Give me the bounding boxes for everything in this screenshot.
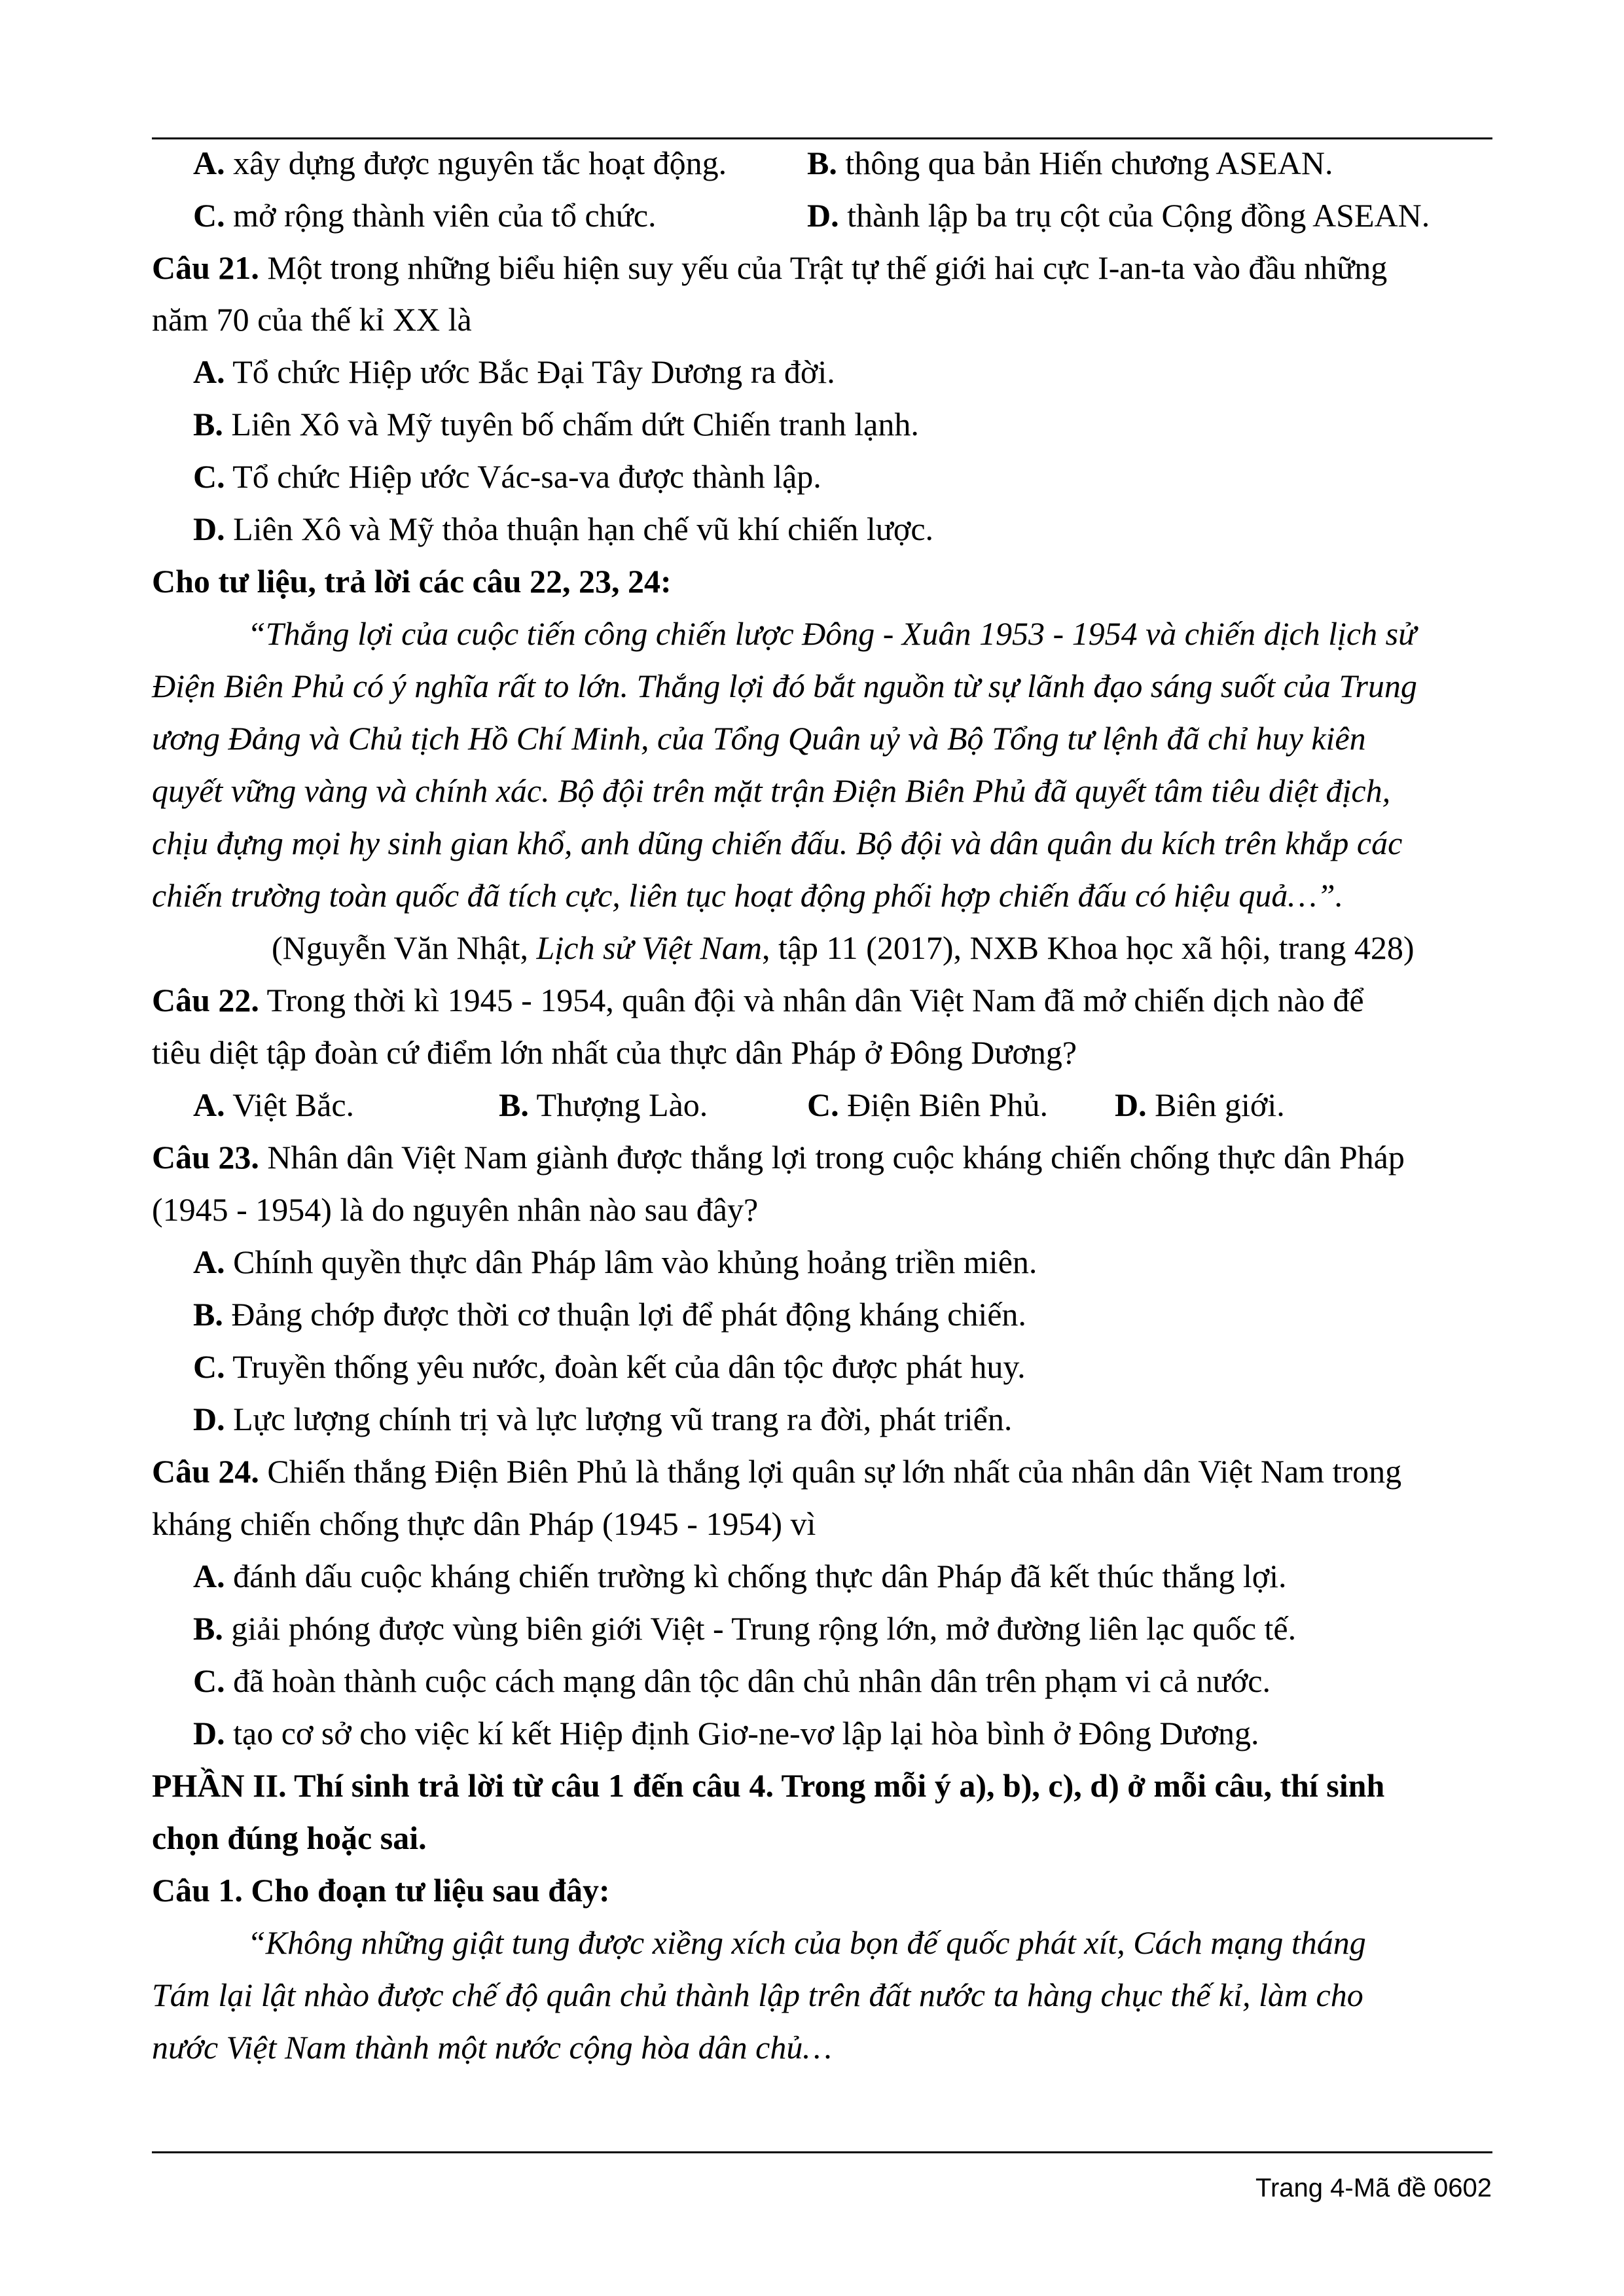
option-text: Thượng Lào. — [528, 1086, 708, 1123]
citation-title: Lịch sử Việt Nam — [536, 929, 762, 966]
footer-rule — [152, 2151, 1492, 2153]
q24-option-c — [193, 1660, 1271, 1701]
quote1-line-2: Điện Biên Phủ có ý nghĩa rất to lớn. Thắng lợi đó bắt nguồn từ sự lãnh đạo sáng suốt của Trung — [152, 668, 1417, 704]
option-text: Biên giới. — [1146, 1086, 1285, 1123]
source-intro-text: Cho tư liệu, trả lời các câu 22, 23, 24: — [152, 563, 672, 600]
question-text: Nhân dân Việt Nam giành được thắng lợi trong cuộc kháng chiến chống thực dân Pháp — [259, 1139, 1405, 1175]
option-key: D. — [807, 197, 839, 234]
option-key: D. — [1115, 1086, 1147, 1123]
option-key: A. — [193, 1244, 225, 1280]
question-text: năm 70 của thế kỉ XX là — [152, 301, 472, 338]
option-text: xây dựng được nguyên tắc hoạt động. — [225, 145, 727, 181]
part2-heading-text: chọn đúng hoặc sai. — [152, 1820, 427, 1856]
option-key: B. — [193, 406, 223, 442]
quote2-line-2: Tám lại lật nhào được chế độ quân chủ thành lập trên đất nước ta hàng chục thế kỉ, làm cho — [152, 1977, 1363, 2013]
q21-option-d — [193, 509, 933, 549]
option-text: tạo cơ sở cho việc kí kết Hiệp định Giơ-ne-vơ lập lại hòa bình ở Đông Dương. — [225, 1715, 1259, 1751]
q22-stem-line-2 — [152, 1032, 1077, 1073]
option-key: C. — [193, 1662, 225, 1699]
q23-option-d — [193, 1399, 1012, 1439]
option-text: Liên Xô và Mỹ thỏa thuận hạn chế vũ khí chiến lược. — [225, 511, 934, 547]
question-text: kháng chiến chống thực dân Pháp (1945 - 1954) vì — [152, 1505, 816, 1542]
citation-details: , tập 11 (2017), NXB Khoa học xã hội, trang 428) — [761, 929, 1415, 966]
quote1-line-4: quyết vững vàng và chính xác. Bộ đội trên mặt trận Điện Biên Phủ đã quyết tâm tiêu diệt địch, — [152, 772, 1391, 809]
option-key: A. — [193, 1558, 225, 1594]
part2-heading-line-2 — [152, 1818, 427, 1858]
citation — [272, 927, 1415, 968]
q21-stem-line-1 — [152, 247, 1387, 288]
quote2-line-3: nước Việt Nam thành một nước cộng hòa dân chủ… — [152, 2029, 832, 2066]
option-text: Truyền thống yêu nước, đoàn kết của dân tộc được phát huy. — [225, 1348, 1026, 1385]
page-footer: Trang 4-Mã đề 0602 — [1255, 2174, 1492, 2202]
option-text: thông qua bản Hiến chương ASEAN. — [837, 145, 1333, 181]
q22-stem-line-1 — [152, 980, 1364, 1020]
part2-heading-text: PHẦN II. Thí sinh trả lời từ câu 1 đến câu 4. Trong mỗi ý a), b), c), d) ở mỗi câu, thí sinh — [152, 1767, 1385, 1804]
q23-stem-line-1 — [152, 1137, 1405, 1177]
question-label: Câu 1. Cho đoạn tư liệu sau đây: — [152, 1872, 610, 1909]
option-key: D. — [193, 1715, 225, 1751]
source-intro — [152, 561, 672, 601]
q23-stem-line-2 — [152, 1189, 758, 1230]
option-text: Việt Bắc. — [225, 1086, 355, 1123]
option-text: Điện Biên Phủ. — [839, 1086, 1049, 1123]
q21-option-c — [193, 456, 821, 497]
option-key: D. — [193, 511, 225, 547]
option-text: Tổ chức Hiệp ước Bắc Đại Tây Dương ra đời. — [225, 353, 835, 390]
option-text: Đảng chớp được thời cơ thuận lợi để phát động kháng chiến. — [223, 1296, 1026, 1333]
q24-option-a — [193, 1556, 1287, 1596]
q24-option-b — [193, 1608, 1296, 1649]
option-text: Tổ chức Hiệp ước Vác-sa-va được thành lập. — [225, 458, 821, 495]
quote1-line-3: ương Đảng và Chủ tịch Hồ Chí Minh, của Tổng Quân uỷ và Bộ Tổng tư lệnh đã chỉ huy kiên — [152, 720, 1366, 757]
option-text: mở rộng thành viên của tổ chức. — [225, 197, 657, 234]
option-key: C. — [193, 197, 225, 234]
option-key: A. — [193, 353, 225, 390]
question-label: Câu 23. — [152, 1139, 259, 1175]
option-text: Liên Xô và Mỹ tuyên bố chấm dứt Chiến tranh lạnh. — [223, 406, 919, 442]
q24-stem-line-2 — [152, 1503, 816, 1544]
question-text: Trong thời kì 1945 - 1954, quân đội và nhân dân Việt Nam đã mở chiến dịch nào để — [259, 982, 1364, 1018]
question-text: Chiến thắng Điện Biên Phủ là thắng lợi quân sự lớn nhất của nhân dân Việt Nam trong — [259, 1453, 1402, 1490]
q24-option-d — [193, 1713, 1259, 1753]
q21-option-a — [193, 351, 835, 392]
option-text: thành lập ba trụ cột của Cộng đồng ASEAN. — [839, 197, 1430, 234]
q23-option-b — [193, 1294, 1026, 1335]
option-key: B. — [807, 145, 837, 181]
header-rule — [152, 137, 1492, 139]
citation-author: (Nguyễn Văn Nhật, — [272, 929, 537, 966]
part2-heading-line-1 — [152, 1765, 1384, 1806]
q21-option-b — [193, 404, 919, 444]
q20-options-row-1 — [193, 143, 1333, 183]
question-label: Câu 22. — [152, 982, 259, 1018]
option-text: giải phóng được vùng biên giới Việt - Trung rộng lớn, mở đường liên lạc quốc tế. — [223, 1610, 1297, 1647]
question-text: (1945 - 1954) là do nguyên nhân nào sau đây? — [152, 1191, 759, 1228]
option-key: C. — [807, 1086, 839, 1123]
q23-option-a — [193, 1242, 1037, 1282]
q23-option-c — [193, 1346, 1026, 1387]
option-key: C. — [193, 1348, 225, 1385]
option-key: A. — [193, 145, 225, 181]
quote2-line-1: “Không những giật tung được xiềng xích của bọn đế quốc phát xít, Cách mạng tháng — [247, 1924, 1366, 1961]
option-key: A. — [193, 1086, 225, 1123]
option-key: B. — [193, 1610, 223, 1647]
option-text: đã hoàn thành cuộc cách mạng dân tộc dân chủ nhân dân trên phạm vi cả nước. — [225, 1662, 1271, 1699]
option-key: C. — [193, 458, 225, 495]
q24-stem-line-1 — [152, 1451, 1401, 1492]
option-text: Chính quyền thực dân Pháp lâm vào khủng hoảng triền miên. — [225, 1244, 1038, 1280]
option-key: B. — [193, 1296, 223, 1333]
quote1-line-1: “Thắng lợi của cuộc tiến công chiến lược Đông - Xuân 1953 - 1954 và chiến dịch lịch sử — [247, 615, 1416, 652]
question-label: Câu 24. — [152, 1453, 259, 1490]
quote1-line-6: chiến trường toàn quốc đã tích cực, liên tục hoạt động phối hợp chiến đấu có hiệu quả…”. — [152, 877, 1344, 914]
option-key: D. — [193, 1401, 225, 1437]
q20-options-row-2 — [193, 195, 1430, 236]
question-text: Một trong những biểu hiện suy yếu của Trật tự thế giới hai cực I-an-ta vào đầu những — [259, 249, 1388, 286]
option-key: B. — [499, 1086, 529, 1123]
question-label: Câu 21. — [152, 249, 259, 286]
quote1-line-5: chịu đựng mọi hy sinh gian khổ, anh dũng chiến đấu. Bộ đội và dân quân du kích trên khắp các — [152, 825, 1403, 861]
option-text: Lực lượng chính trị và lực lượng vũ trang ra đời, phát triển. — [225, 1401, 1013, 1437]
option-text: đánh dấu cuộc kháng chiến trường kì chống thực dân Pháp đã kết thúc thắng lợi. — [225, 1558, 1287, 1594]
q21-stem-line-2 — [152, 299, 472, 340]
p2-question-1-label — [152, 1870, 610, 1910]
question-text: tiêu diệt tập đoàn cứ điểm lớn nhất của thực dân Pháp ở Đông Dương? — [152, 1034, 1077, 1071]
